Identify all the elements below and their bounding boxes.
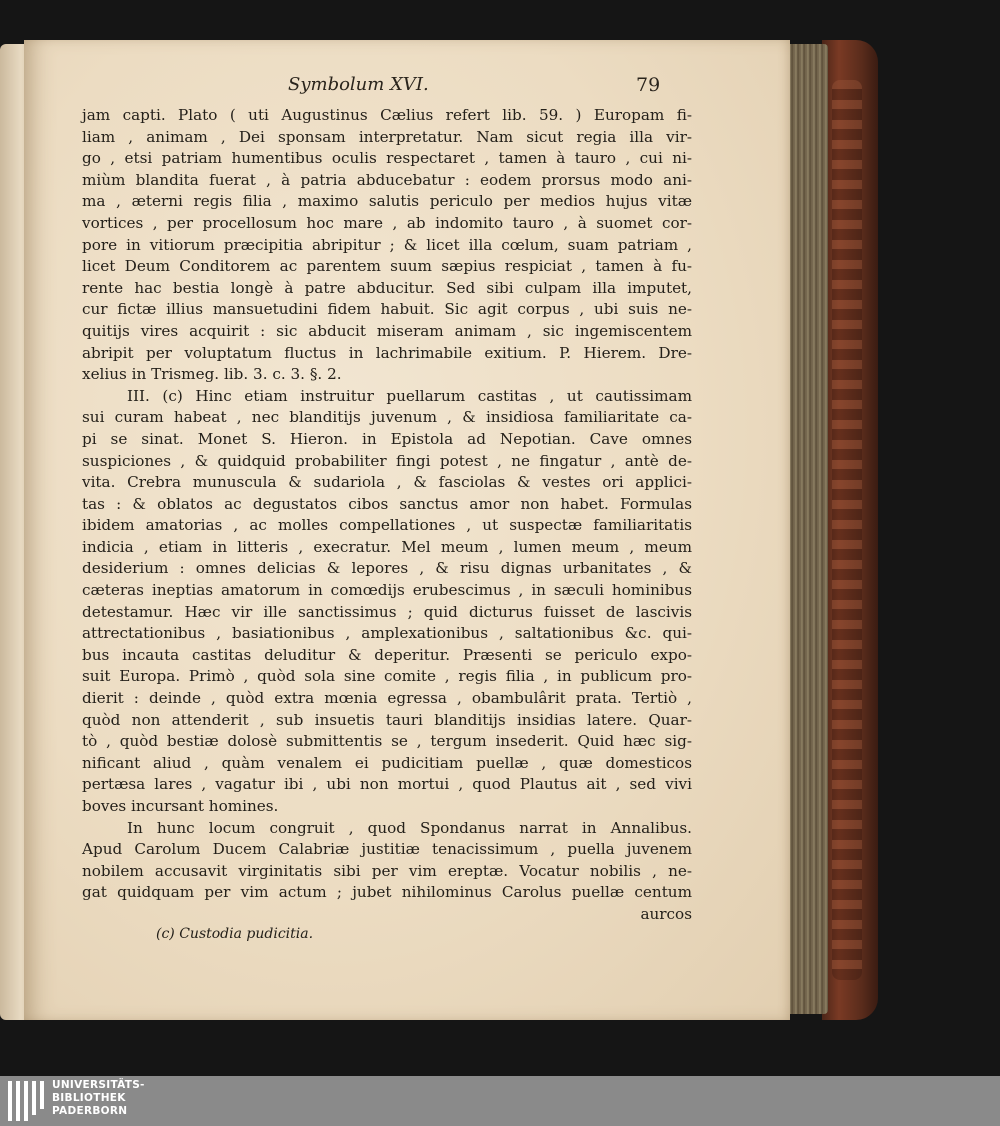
body-text (82, 105, 692, 926)
text-line: bus incauta castitas deluditur & deperitur. Præsenti se periculo expo- (82, 645, 692, 664)
text-line: pertæsa lares , vagatur ibi , ubi non mortui , quod Plautus ait , sed vivi (82, 775, 692, 794)
text-line: miùm blandita fuerat , à patria abducebatur : eodem prorsus modo ani- (82, 170, 692, 189)
text-line: liam , animam , Dei sponsam interpretatur. Nam sicut regia illa vir- (82, 127, 692, 146)
text-line: ma , æterni regis filia , maximo salutis periculo per medios hujus vitæ (82, 192, 692, 211)
text-line: cæteras ineptias amatorum in comœdijs erubescimus , in sæculi hominibus (82, 581, 692, 600)
text-line: suit Europa. Primò , quòd sola sine comite , regis filia , in publicum pro- (82, 667, 692, 686)
text-line: quòd non attenderit , sub insuetis tauri blanditijs insidias latere. Quar- (82, 710, 692, 729)
library-name-line: BIBLIOTHEK (52, 1092, 126, 1104)
text-line: tò , quòd bestiæ dolosè submittentis se , tergum insederit. Quid hæc sig- (82, 732, 692, 751)
catchword: aurcos (640, 904, 692, 923)
text-line: go , etsi patriam humentibus oculis respectaret , tamen à tauro , cui ni- (82, 149, 692, 168)
running-title: Symbolum XVI. (288, 74, 429, 95)
page-number: 79 (636, 74, 661, 96)
text-line: ibidem amatorias , ac molles compellationes , ut suspectæ familiaritatis (82, 516, 692, 535)
text-line: rente hac bestia longè à patre abducitur. Sed sibi culpam illa imputet, (82, 278, 692, 297)
text-line: In hunc locum congruit , quod Spondanus narrat in Annalibus. (127, 818, 692, 837)
text-line: gat quidquam per vim actum ; jubet nihilominus Carolus puellæ centum (82, 883, 692, 902)
text-line: xelius in Trismeg. lib. 3. c. 3. §. 2. (82, 365, 342, 384)
text-line: tas : & oblatos ac degustatos cibos sanctus amor non habet. Formulas (82, 494, 692, 513)
text-line: pi se sinat. Monet S. Hieron. in Epistola ad Nepotian. Cave omnes (82, 429, 692, 448)
text-line: Apud Carolum Ducem Calabriæ justitiæ tenacissimum , puella juvenem (82, 840, 692, 859)
text-line: abripit per voluptatum fluctus in lachrimabile exitium. P. Hierem. Dre- (82, 343, 692, 362)
text-line: sui curam habeat , nec blanditijs juvenum , & insidiosa familiaritate ca- (82, 408, 692, 427)
text-line: jam capti. Plato ( uti Augustinus Cælius refert lib. 59. ) Europam fi- (82, 106, 692, 124)
text-line: nobilem accusavit virginitatis sibi per vim ereptæ. Vocatur nobilis , ne- (82, 861, 692, 880)
text-line: detestamur. Hæc vir ille sanctissimus ; quid dicturus fuisset de lascivis (82, 602, 692, 621)
text-line: suspiciones , & quidquid probabiliter fingi potest , ne fingatur , antè de- (82, 451, 692, 470)
text-line: vortices , per procellosum hoc mare , ab indomito tauro , à suomet cor- (82, 213, 692, 232)
library-name (52, 1079, 145, 1118)
book-binding (822, 40, 878, 1020)
library-name-line: UNIVERSITÄTS- (52, 1079, 145, 1091)
text-line: dierit : deinde , quòd extra mœnia egressa , obambulârit prata. Tertiò , (82, 689, 692, 708)
library-footer-bar (0, 1076, 1000, 1126)
library-name-line: PADERBORN (52, 1105, 128, 1117)
text-line: indicia , etiam in litteris , execratur. Mel meum , lumen meum , meum (82, 537, 692, 556)
text-line: desiderium : omnes delicias & lepores , & risu dignas urbanitates , & (82, 559, 692, 578)
text-line: attrectationibus , basiationibus , amplexationibus , saltationibus &c. qui- (82, 624, 692, 643)
text-line: III. (c) Hinc etiam instruitur puellarum castitas , ut cautissimam (127, 386, 692, 405)
text-line: boves incursant homines. (82, 797, 279, 815)
text-line: quitijs vires acquirit : sic abducit miseram animam , sic ingemiscentem (82, 321, 692, 340)
text-line: nificant aliud , quàm venalem ei pudicitiam puellæ , quæ domesticos (82, 753, 692, 772)
text-line: vita. Crebra munuscula & sudariola , & fasciolas & vestes ori applici- (82, 473, 692, 492)
text-line: licet Deum Conditorem ac parentem suum sæpius respiciat , tamen à fu- (82, 257, 692, 276)
footnote: (c) Custodia pudicitia. (156, 926, 314, 942)
text-line: cur fictæ illius mansuetudini fidem habuit. Sic agit corpus , ubi suis ne- (82, 300, 692, 319)
text-line: pore in vitiorum præcipitia abripitur ; & licet illa cœlum, suam patriam , (82, 235, 692, 254)
library-logo-icon (8, 1081, 46, 1121)
